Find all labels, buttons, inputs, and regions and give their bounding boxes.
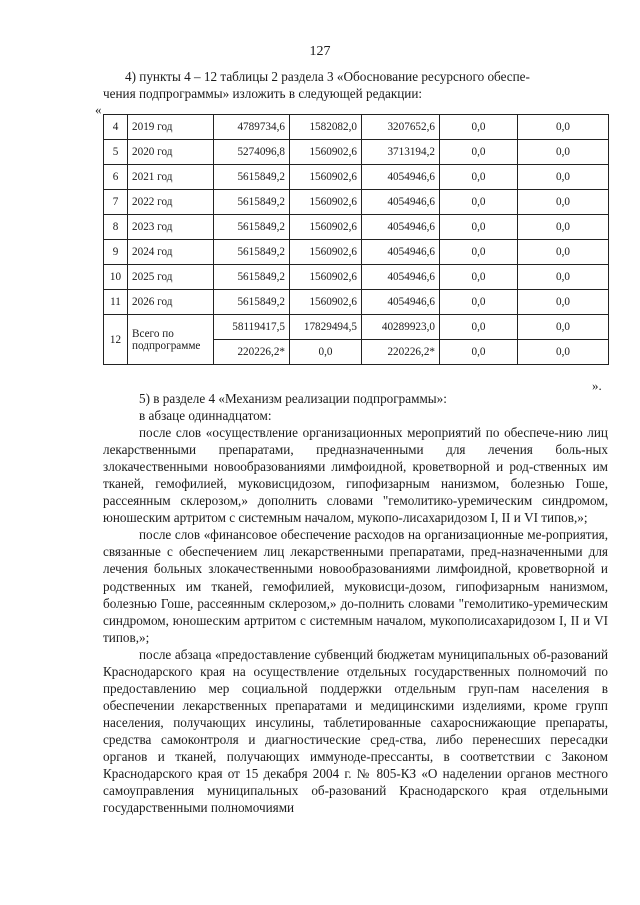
row-number-cell: 12 <box>104 315 128 365</box>
table-body <box>104 115 609 365</box>
total-cell: 5615849,2 <box>214 215 290 240</box>
value-cell: 0,0 <box>518 340 609 365</box>
value-cell: 0,0 <box>518 265 609 290</box>
paragraph-section-4: 5) в разделе 4 «Механизм реализации подпрограммы»: <box>139 391 447 406</box>
row-number-cell: 6 <box>104 165 128 190</box>
value-cell: 0,0 <box>440 315 518 340</box>
value-cell: 4054946,6 <box>362 165 440 190</box>
value-cell: 1560902,6 <box>290 265 362 290</box>
table-row <box>104 290 609 315</box>
row-number-cell: 4 <box>104 115 128 140</box>
total-cell: 5615849,2 <box>214 265 290 290</box>
year-cell: 2023 год <box>128 215 214 240</box>
value-cell: 1560902,6 <box>290 190 362 215</box>
total-cell: 58119417,5 <box>214 315 290 340</box>
resource-table <box>103 114 609 365</box>
total-cell: 5615849,2 <box>214 240 290 265</box>
value-cell: 0,0 <box>518 165 609 190</box>
value-cell: 1560902,6 <box>290 140 362 165</box>
opening-quote: « <box>95 102 102 117</box>
table-row <box>104 240 609 265</box>
row-number-cell: 11 <box>104 290 128 315</box>
value-cell: 4054946,6 <box>362 265 440 290</box>
value-cell: 3713194,2 <box>362 140 440 165</box>
value-cell: 0,0 <box>518 115 609 140</box>
value-cell: 0,0 <box>440 290 518 315</box>
value-cell: 1582082,0 <box>290 115 362 140</box>
intro-line-2: чения подпрограммы» изложить в следующей редакции: <box>103 86 423 101</box>
row-number-cell: 9 <box>104 240 128 265</box>
value-cell: 1560902,6 <box>290 290 362 315</box>
total-cell: 5615849,2 <box>214 290 290 315</box>
table-row <box>104 265 609 290</box>
value-cell: 0,0 <box>440 140 518 165</box>
value-cell: 17829494,5 <box>290 315 362 340</box>
value-cell: 0,0 <box>518 190 609 215</box>
value-cell: 0,0 <box>440 215 518 240</box>
value-cell: 40289923,0 <box>362 315 440 340</box>
total-cell: 220226,2* <box>214 340 290 365</box>
row-number-cell: 7 <box>104 190 128 215</box>
year-cell: 2021 год <box>128 165 214 190</box>
value-cell: 0,0 <box>440 265 518 290</box>
table-row <box>104 115 609 140</box>
paragraph-amendment-2: после слов «финансовое обеспечение расходов на организационные ме-роприятия, связанные с обеспечением лиц лекарственными препаратами, пред-назначенными для лечения больных злокачественными новообразованиями лимфоидной, кроветворной и родственных им тканей, гемофилией, муковисци-дозом, гипофизарным нанизмом, болезнью Гоше, рассеянным склерозом,» до-полнить словами "гемолитико-уремическим синдромом, юношеским артритом с системным началом, мукополисахаридозом I, II и VI типов,»; <box>103 527 608 645</box>
value-cell: 3207652,6 <box>362 115 440 140</box>
row-number-cell: 8 <box>104 215 128 240</box>
year-cell: 2026 год <box>128 290 214 315</box>
value-cell: 4054946,6 <box>362 240 440 265</box>
closing-quote: ». <box>592 378 602 393</box>
intro-paragraph <box>103 68 608 102</box>
row-number-cell: 5 <box>104 140 128 165</box>
paragraph-eleventh: в абзаце одиннадцатом: <box>139 408 272 424</box>
table-row <box>104 140 609 165</box>
value-cell: 0,0 <box>440 190 518 215</box>
total-cell: 5615849,2 <box>214 190 290 215</box>
value-cell: 0,0 <box>518 215 609 240</box>
year-cell: 2022 год <box>128 190 214 215</box>
table-row-total <box>104 315 609 340</box>
total-cell: 4789734,6 <box>214 115 290 140</box>
value-cell: 0,0 <box>440 165 518 190</box>
total-cell: 5615849,2 <box>214 165 290 190</box>
row-number-cell: 10 <box>104 265 128 290</box>
body-text <box>103 390 608 816</box>
paragraph-amendment-1: после слов «осуществление организационных мероприятий по обеспече-нию лиц лекарственными препаратами, предназначенными для лечения боль-ных злокачественными новообразованиями лимфоидной, кроветворной и род-ственных им тканей, гемофилией, муковисцидозом, гипофизарным нанизмом, болезнью Гоше, рассеянным склерозом,» дополнить словами "гемолитико-уремическим синдромом, юношеским артритом с системным началом, мукопо-лисахаридозом I, II и VI типов,»; <box>103 425 608 526</box>
year-cell: 2024 год <box>128 240 214 265</box>
value-cell: 0,0 <box>518 315 609 340</box>
value-cell: 0,0 <box>440 340 518 365</box>
paragraph-amendment-3: после абзаца «предоставление субвенций бюджетам муниципальных об-разований Краснодарского края на осуществление отдельных государственных полномочий по предоставлению мер социальной поддержки отдельным груп-пам населения в обеспечении лекарственных препаратами и медицинскими изделиями, кроме групп населения, получающих инсулины, таблетированные сахароснижающие препараты, средства самоконтроля и диагностические сред-ства, либо перенесших пересадки органов и тканей, получающих иммуноде-прессанты, в соответствии с Законом Краснодарского края от 15 декабря 2004 г. № 805-КЗ «О наделении органов местного самоуправления муниципальных об-разований Краснодарского края отдельными государственными полномочиями <box>103 646 608 816</box>
page-number: 127 <box>309 44 331 59</box>
value-cell: 0,0 <box>518 290 609 315</box>
year-cell: 2020 год <box>128 140 214 165</box>
table-row <box>104 165 609 190</box>
value-cell: 4054946,6 <box>362 290 440 315</box>
value-cell: 0,0 <box>440 240 518 265</box>
year-cell: 2025 год <box>128 265 214 290</box>
value-cell: 1560902,6 <box>290 165 362 190</box>
value-cell: 220226,2* <box>362 340 440 365</box>
total-cell: 5274096,8 <box>214 140 290 165</box>
value-cell: 1560902,6 <box>290 240 362 265</box>
value-cell: 0,0 <box>518 240 609 265</box>
table-row <box>104 215 609 240</box>
value-cell: 0,0 <box>518 140 609 165</box>
total-label-line-1: Всего по <box>132 327 174 340</box>
total-label-cell <box>128 315 214 365</box>
value-cell: 1560902,6 <box>290 215 362 240</box>
table-row <box>104 190 609 215</box>
total-label-line-2: подпрограмме <box>132 339 201 352</box>
value-cell: 4054946,6 <box>362 215 440 240</box>
value-cell: 4054946,6 <box>362 190 440 215</box>
year-cell: 2019 год <box>128 115 214 140</box>
intro-line-1: 4) пункты 4 – 12 таблицы 2 раздела 3 «Обоснование ресурсного обеспе- <box>125 69 530 84</box>
value-cell: 0,0 <box>290 340 362 365</box>
value-cell: 0,0 <box>440 115 518 140</box>
